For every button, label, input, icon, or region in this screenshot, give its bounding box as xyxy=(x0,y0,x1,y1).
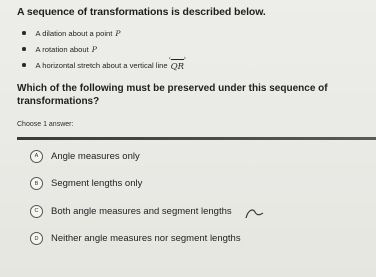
option-letter-badge[interactable]: A xyxy=(30,150,43,163)
option-text[interactable]: Segment lengths only xyxy=(51,178,143,189)
bullet-dilation xyxy=(22,25,184,41)
option-c[interactable] xyxy=(30,204,241,218)
option-letter-badge[interactable]: B xyxy=(30,177,43,190)
line-qr-label xyxy=(168,55,186,72)
bullet-dot-icon xyxy=(22,31,26,35)
intro-text: A sequence of transformations is described below. xyxy=(17,6,266,18)
option-b[interactable] xyxy=(30,177,241,191)
transformation-list xyxy=(22,25,184,73)
bullet-rotation xyxy=(22,41,184,57)
answer-options xyxy=(30,149,241,259)
bullet-dot-icon xyxy=(22,47,26,51)
bullet-stretch xyxy=(22,57,184,73)
point-label: P xyxy=(115,28,121,38)
option-letter-badge[interactable]: C xyxy=(30,205,43,218)
bullet-text: A dilation about a point xyxy=(35,28,113,38)
option-text[interactable]: Angle measures only xyxy=(51,150,140,162)
question-text: Which of the following must be preserved under this sequence of transformations? xyxy=(17,83,328,107)
option-d[interactable] xyxy=(30,232,241,246)
option-a[interactable] xyxy=(30,149,241,163)
bullet-text: A horizontal stretch about a vertical line xyxy=(35,60,168,70)
option-text[interactable]: Both angle measures and segment lengths xyxy=(51,205,232,217)
right-arrow-icon: › xyxy=(183,55,186,62)
option-letter-badge[interactable]: D xyxy=(30,232,43,245)
line-qr-text: QR xyxy=(170,62,184,72)
pen-scribble-mark xyxy=(244,206,266,222)
divider xyxy=(17,137,376,140)
point-label: P xyxy=(91,44,97,54)
choose-label: Choose 1 answer: xyxy=(17,121,74,128)
bullet-text: A rotation about xyxy=(35,44,89,54)
option-text[interactable]: Neither angle measures nor segment lengths xyxy=(51,233,241,244)
bullet-dot-icon xyxy=(22,63,26,67)
left-arrow-icon: ‹ xyxy=(168,55,172,62)
